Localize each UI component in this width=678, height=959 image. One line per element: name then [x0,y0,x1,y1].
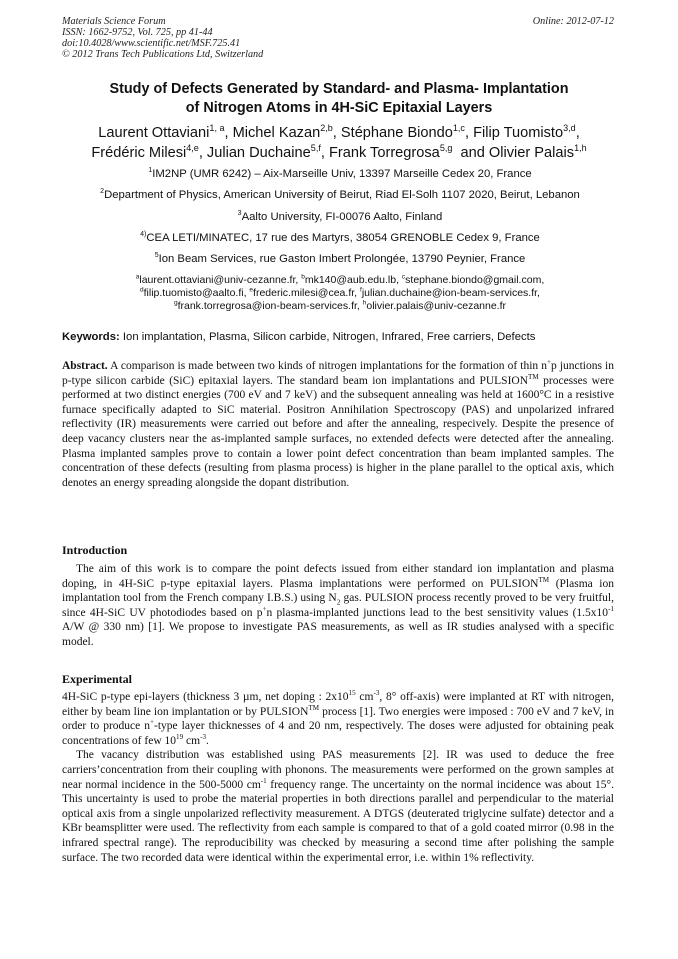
experimental-paragraph: 4H-SiC p-type epi-layers (thickness 3 µm, net doping : $2x10^{15}$ $cm^{-3}$, 8° off-axis) were implanted at RT with nitrogen, either by beam line ion implantation or by PULSION™ process [1]. Two energies were imposed : 700 eV and 7 keV, in order to produce n+-type layer thicknesses of 4 and 20 nm, respectively. The doses were adjusted for obtaining peak concentrations of few $10^{19}$ $cm^{-3}$. [62,689,614,747]
abstract: Abstract. A comparison is made between two kinds of nitrogen implantations for the formation of thin n+p junctions in p-type silicon carbide (SiC) epitaxial layers. The standard beam ion implantations and PULSION™ processes were performed at two distinct energies (700 eV and 7 keV) and the subsequent annealing was held at 1600°C in a resistive furnace specifically adapted to SiC material. Positron Annihilation Spectroscopy (PAS) and unpolarized infrared reflectivity (IR) measurements were carried out before and after the annealing, respecively. Despite the presence of deep vacancy clusters near the as-implanted sample surfaces, no extended defects were detected after the annealing. Plasma implanted samples prove to contain a lower point defect concentration than beam implanted samples. The concentration of these defects (resulting from plasma process) is higher in the plane parallel to the optical axis, which denotes an energy spreading alongside the dopant distribution. [62,358,614,489]
issn-line: ISSN: 1662-9752, Vol. 725, pp 41-44 [62,27,213,38]
author: Frédéric Milesi$^{4,e}$, [91,143,207,161]
email-link: mk140@aub.edu.lb, [304,274,402,286]
experimental-paragraph: The vacancy distribution was established using PAS measurements [2]. IR was used to deduce the free carriers’concentration from their coupling with phonons. The measurements were performed on the grown samples at near normal incidence in the 500-5000 $cm^{-1}$ frequency range. The uncertainty on the normal incidence was about 15°. This uncertainty is used to probe the material properties in both directions parallel and perpendicular to the material optical axis from a single unpolarized reflectivity measurement. A DTGS (deuterated triglycine sulfate) detector and a KBr beamsplitter were used. The reflectivity from each sample is compared to that of a gold coated mirror (0.98 in the infrared spectral range). The reproducibility was checked by measuring a second time after polishing the sample surface. The two recorded data were identical within the experimental error, i.e. within 1% reflectivity. [62,749,615,864]
affiliation: $^1$IM2NP (UMR 6242) – Aix-Marseille Univ, 13397 Marseille Cedex 20, France [148,167,532,180]
author: Stéphane Biondo$^{1,c}$, [340,123,474,141]
author: Filip Tuomisto$^{3,d}$, [473,123,580,141]
keywords-label: Keywords: [62,331,120,343]
title-line-1: Study of Defects Generated by Standard- and Plasma- Implantation [109,81,569,97]
email-link: stephane.biondo@gmail.com, [405,274,545,286]
author-list [56,123,622,163]
author: Laurent Ottaviani$^{1, a}$, [98,123,233,141]
email-link: laurent.ottaviani@univ-cezanne.fr, [139,274,302,286]
email-link: olivier.palais@univ-cezanne.fr [366,300,507,312]
experimental-heading: Experimental [62,672,132,686]
journal-header [62,16,263,60]
author: Frank Torregrosa$^{5,g}$ and [328,143,489,161]
email-link: frank.torregrosa@ion-beam-services.fr, [177,300,363,312]
affiliation: $^3$Aalto University, FI-00076 Aalto, Finland [237,210,443,223]
author-emails: $^a$laurent.ottaviani@univ-cezanne.fr, $^b$mk140@aub.edu.lb, $^c$stephane.biondo@gmail.com, $^d$filip.tuomisto@aalto.fi, $^e$frederic.milesi@cea.fr, $^f$julian.duchaine@ion-beam-services.fr, $^g$frank.torregrosa@ion-beam-services.fr, $^h$olivier.palais@univ-cezanne.fr [135,273,545,312]
abstract-label: Abstract. [62,360,108,372]
journal-name: Materials Science Forum [62,16,166,27]
keywords [62,330,622,344]
email-link: filip.tuomisto@aalto.fi, [143,287,250,299]
affiliation: $^{4)}$CEA LETI/MINATEC, 17 rue des Martyrs, 38054 GRENOBLE Cedex 9, France [140,231,540,244]
doi-line: doi:10.4028/www.scientific.net/MSF.725.41 [62,38,241,49]
online-date: Online: 2012-07-12 [532,16,614,27]
email-link: julian.duchaine@ion-beam-services.fr, [361,287,540,299]
title-line-2: of Nitrogen Atoms in 4H-SiC Epitaxial Layers [185,100,493,116]
affiliation: $^5$Ion Beam Services, rue Gaston Imbert Prolongée, 13790 Peynier, France [154,252,526,265]
email-link: frederic.milesi@cea.fr, [253,287,360,299]
experimental-body [62,690,614,865]
author: Julian Duchaine$^{5,f}$, [206,143,329,161]
introduction-heading: Introduction [62,543,128,557]
author: Olivier Palais$^{1,h}$ [488,143,587,161]
introduction-body: The aim of this work is to compare the point defects issued from either standard ion implantation and plasma doping, in 4H-SiC p-type epitaxial layers. Plasma implantations were performed on PULSION™ (Plasma ion implantation tool from the French company I.B.S.) using $N_2$ gas. PULSION process recently proved to be very fruitful, since 4H-SiC UV photodiodes based on p+n plasma-implanted junctions lead to the best sensitivity values ($1.5x10^{-1}$ A/W @ 330 nm) [1]. We propose to investigate PAS measurements, as well as IR studies analysed with a specific model. [62,563,614,648]
copyright-line: © 2012 Trans Tech Publications Ltd, Switzerland [62,49,264,60]
author: Michel Kazan$^{2,b}$, [232,123,341,141]
affiliation: $^2$Department of Physics, American University of Beirut, Riad El-Solh 1107 2020, Beirut, Lebanon [100,188,580,201]
keywords-text: Ion implantation, Plasma, Silicon carbide, Nitrogen, Infrared, Free carriers, Defects [119,331,536,343]
paper-title [62,80,616,118]
